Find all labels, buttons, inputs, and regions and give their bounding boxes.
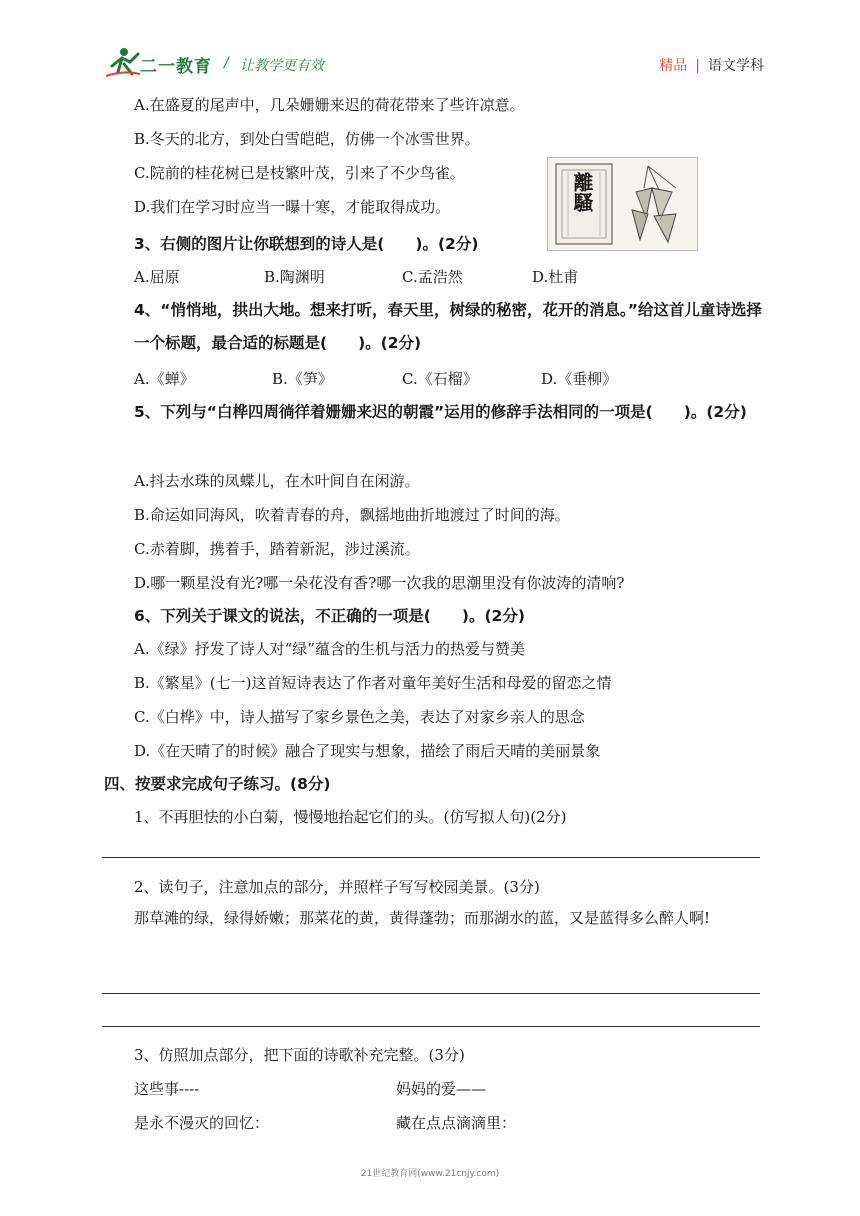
q4-option-a: A.《蝉》 [134,370,195,388]
q5-option-a: A.抖去水珠的凤蝶儿，在木叶间自在闲游。 [134,472,420,490]
poem-left-line-2: 是永不漫灭的回忆： [134,1114,270,1132]
lisao-zongzi-image [547,157,698,251]
s1-prompt: 1、不再胆怯的小白菊，慢慢地抬起它们的头。(仿写拟人句)(2分) [134,808,567,826]
section4-title: 四、按要求完成句子练习。(8分) [104,775,331,793]
header-separator: | [695,58,700,74]
q3-text: 3、右侧的图片让你联想到的诗人是( )。(2分) [134,235,479,253]
page-header [0,0,860,86]
q4-option-d: D.《垂柳》 [541,370,618,388]
answer-line-2[interactable] [102,993,760,994]
q2-option-b: B.冬天的北方，到处白雪皑皑，仿佛一个冰雪世界。 [134,130,480,148]
q5-option-c: C.赤着脚，携着手，踏着新泥，涉过溪流。 [134,540,420,558]
premium-label: 精品 [659,58,688,74]
header-right [659,55,764,75]
logo-text: 二一教育 [140,57,212,77]
q2-option-a: A.在盛夏的尾声中，几朵姗姗来迟的荷花带来了些许凉意。 [134,96,525,114]
lisao-title: 離騷 [570,172,594,212]
q3-option-b: B.陶渊明 [264,268,325,286]
answer-line-3[interactable] [102,1026,760,1027]
q5-option-b: B.命运如同海风，吹着青春的舟，飘摇地曲折地渡过了时间的海。 [134,506,570,524]
poem-right-line-1: 妈妈的爱—— [396,1080,487,1098]
s3-prompt: 3、仿照加点部分，把下面的诗歌补充完整。(3分) [134,1046,465,1064]
poem-left-line-1: 这些事---- [134,1080,200,1098]
q4-option-b: B.《笋》 [272,370,333,388]
q6-text: 6、下列关于课文的说法，不正确的一项是( )。(2分) [134,607,525,625]
q3-option-c: C.孟浩然 [402,268,463,286]
subject-label: 语文学科 [708,58,764,74]
s2-prompt: 2、读句子，注意加点的部分，并照样子写写校园美景。(3分) [134,878,540,896]
q2-option-c: C.院前的桂花树已是枝繁叶茂，引来了不少鸟雀。 [134,164,465,182]
q4-option-c: C.《石榴》 [402,370,478,388]
slogan: 让教学更有效 [240,58,324,74]
page-footer: 21世纪教育网(www.21cnjy.com) [360,1169,500,1179]
q5-text: 5、下列与“白桦四周徜徉着姗姗来迟的朝霞”运用的修辞手法相同的一项是( )。(2分) [134,403,747,421]
answer-line-1[interactable] [102,857,760,858]
q3-option-a: A.屈原 [134,268,180,286]
q6-option-b: B.《繁星》(七一)这首短诗表达了作者对童年美好生活和母爱的留恋之情 [134,674,612,692]
q4-text: 4、“悄悄地，拱出大地。想来打听，春天里，树绿的秘密，花开的消息。”给这首儿童诗选择一个标题，最合适的标题是( )。(2分) [134,301,762,352]
s2-sentence: 那草滩的绿，绿得娇嫩；那菜花的黄，黄得蓬勃；而那湖水的蓝，又是蓝得多么醉人啊! [134,909,711,927]
q5-option-d: D.哪一颗星没有光?哪一朵花没有香?哪一次我的思潮里没有你波涛的清响? [134,574,625,592]
q3-option-d: D.杜甫 [532,268,579,286]
q6-option-d: D.《在天晴了的时候》融合了现实与想象，描绘了雨后天晴的美丽景象 [134,742,601,760]
poem-right-line-2: 藏在点点滴滴里： [396,1114,517,1132]
q6-option-c: C.《白桦》中，诗人描写了家乡景色之美，表达了对家乡亲人的思念 [134,708,585,726]
header-divider-slash: / [224,55,229,71]
q2-option-d: D.我们在学习时应当一曝十寒，才能取得成功。 [134,198,451,216]
q6-option-a: A.《绿》抒发了诗人对“绿”蕴含的生机与活力的热爱与赞美 [134,640,525,658]
